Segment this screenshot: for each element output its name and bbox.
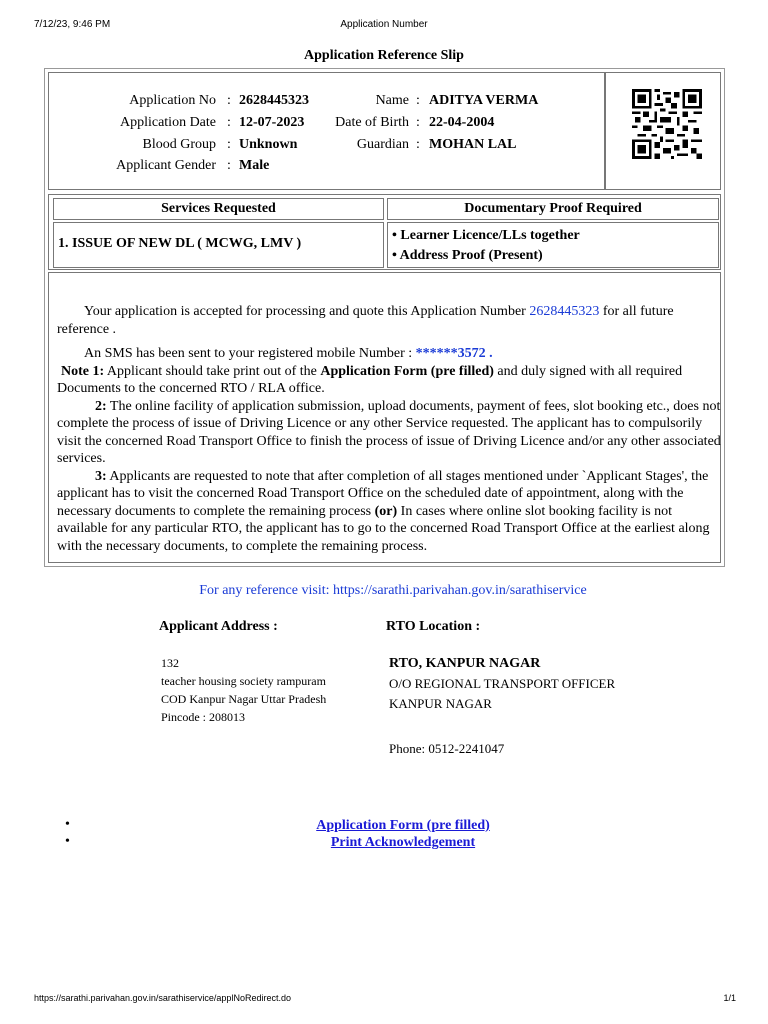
documentary-proof-cell [387, 222, 719, 268]
address-line: teacher housing society rampuram [161, 674, 326, 688]
application-date-value: 12-07-2023 [239, 115, 305, 130]
list-item [0, 818, 768, 835]
note-3-text: Applicants are requested to note that after completion of all stages mentioned under `Applicant Stages', the applicant has to visit the concerned Road Transport Office on the scheduled date of appointment, along with the necessary documents to complete the remaining process [57, 468, 709, 519]
application-no-label: Application No [129, 93, 216, 108]
blood-group-value: Unknown [239, 137, 298, 152]
slip-title: Application Reference Slip [304, 48, 464, 63]
proof-item: • Learner Licence/LLs together [392, 228, 580, 243]
application-no-value: 2628445323 [239, 93, 309, 108]
note-1-form-name: Application Form (pre filled) [320, 363, 494, 379]
accepted-paragraph [57, 303, 721, 338]
services-requested-header: Services Requested [53, 198, 384, 220]
note-2-label: 2: [95, 398, 107, 414]
name-value: ADITYA VERMA [429, 93, 539, 108]
service-requested-cell [53, 222, 384, 268]
links-list [0, 818, 768, 852]
gender-label: Applicant Gender [116, 158, 216, 173]
rto-name: RTO, KANPUR NAGAR [389, 656, 541, 671]
note-3 [57, 468, 721, 556]
note-3-label: 3: [95, 468, 107, 484]
note-1-label: Note 1: [61, 363, 105, 379]
print-acknowledgement-link[interactable]: Print Acknowledgement [330, 835, 476, 850]
note-2 [57, 398, 721, 468]
qr-box [605, 72, 721, 190]
colon: : [416, 93, 420, 108]
rto-line: KANPUR NAGAR [389, 696, 492, 711]
reference-slip [44, 68, 725, 567]
documentary-proof-header: Documentary Proof Required [387, 198, 719, 220]
service-requested-text: 1. ISSUE OF NEW DL ( MCWG, LMV ) [58, 236, 302, 251]
address-line: 132 [161, 656, 179, 670]
proof-item: • Address Proof (Present) [392, 248, 543, 263]
colon: : [227, 115, 231, 130]
print-page-title: Application Number [340, 19, 428, 30]
dob-value: 22-04-2004 [429, 115, 495, 130]
colon: : [227, 137, 231, 152]
address-line: COD Kanpur Nagar Uttar Pradesh [161, 692, 327, 706]
note-2-text: The online facility of application submission, upload documents, payment of fees, slot booking etc., does not complete the process of issue of Driving Licence or any other Service requested. The applicant has to compulsorily visit the concerned Road Transport Office to finish the process of issue of Driving Licence and/or any other associated services. [57, 398, 721, 466]
rto-line: O/O REGIONAL TRANSPORT OFFICER [389, 676, 616, 691]
print-datetime: 7/12/23, 9:46 PM [34, 19, 111, 30]
name-label: Name [375, 93, 409, 108]
sms-paragraph [57, 345, 721, 363]
colon: : [416, 115, 420, 130]
print-footer-page: 1/1 [723, 993, 736, 1003]
address-line: Pincode : 208013 [161, 710, 245, 724]
qr-code-icon [632, 89, 702, 159]
guardian-value: MOHAN LAL [429, 137, 517, 152]
note-3-or: (or) [374, 503, 398, 519]
application-date-label: Application Date [119, 115, 216, 130]
dob-label: Date of Birth [335, 115, 409, 130]
application-form-link[interactable]: Application Form (pre filled) [316, 818, 490, 833]
note-1-text-end: and duly signed with all required Documents to the concerned RTO / RLA office. [57, 363, 683, 396]
rto-location-heading: RTO Location : [386, 619, 481, 634]
sms-text: An SMS has been sent to your registered mobile Number : [84, 346, 416, 361]
note-1-text: Applicant should take print out of the [104, 363, 321, 379]
note-1 [57, 363, 721, 398]
bullet-icon: • [65, 834, 70, 849]
applicant-address-heading: Applicant Address : [159, 619, 278, 634]
guardian-label: Guardian [356, 137, 409, 152]
print-footer-url: https://sarathi.parivahan.gov.in/sarathiservice/applNoRedirect.do [34, 993, 291, 1003]
reference-visit-text: For any reference visit: https://sarathi.parivahan.gov.in/sarathiservice [199, 583, 587, 598]
services-table [48, 194, 721, 270]
applicant-address [161, 654, 326, 726]
gender-value: Male [239, 158, 270, 173]
accepted-text-end: for all future reference . [57, 304, 674, 337]
accepted-text: Your application is accepted for processing and quote this Application Number [84, 304, 530, 319]
accepted-application-number: 2628445323 [529, 304, 600, 319]
notes-box [48, 272, 721, 563]
colon: : [416, 137, 420, 152]
colon: : [227, 93, 231, 108]
list-item [0, 835, 768, 852]
sms-mobile-number: ******3572 . [415, 346, 493, 361]
rto-phone: Phone: 0512-2241047 [389, 741, 505, 756]
rto-location [389, 654, 615, 714]
notes-text [57, 303, 721, 555]
colon: : [227, 158, 231, 173]
blood-group-label: Blood Group [142, 137, 216, 152]
note-3-text-end: In cases where online slot booking facility is not available for any particular RTO, the applicant has to go to the concerned Road Transport Office at the earliest along with the necessary documents, to complete the remaining process. [57, 503, 710, 554]
bullet-icon: • [65, 817, 70, 832]
applicant-info-box [48, 72, 605, 190]
